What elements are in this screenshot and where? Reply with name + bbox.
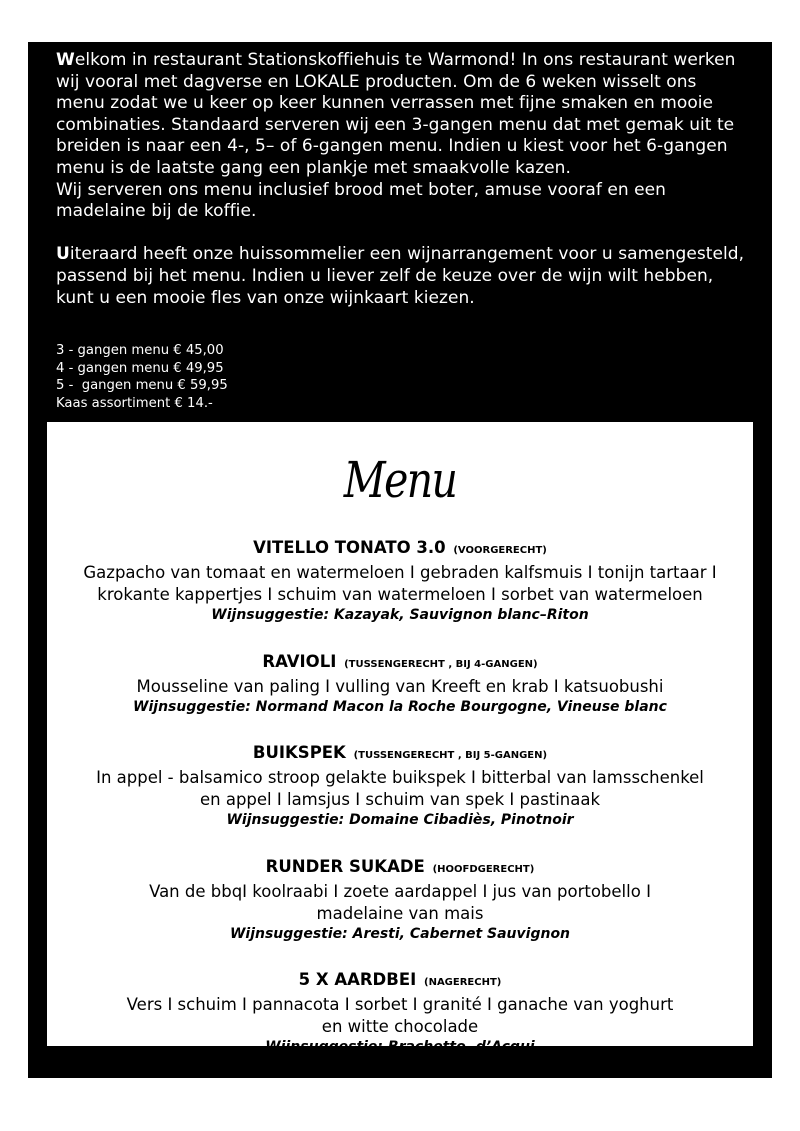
intro-line: Uiteraard heeft onze huissommelier een wijnarrangement voor u samengesteld, [56,244,745,265]
intro-line: combinaties. Standaard serveren wij een 3-gangen menu dat met gemak uit te [56,114,735,135]
intro-line: wij vooral met dagverse en LOKALE producten. Om de 6 weken wisselt ons [56,71,697,92]
course-list [47,537,753,1083]
intro-text [56,50,746,309]
course-title: RUNDER SUKADE [265,856,425,876]
intro-line: menu zodat we u keer op keer kunnen verrassen met fijne smaken en mooie [56,93,714,114]
course-description: en appel I lamsjus I schuim van spek I pastinaak [199,790,601,809]
course-description: Gazpacho van tomaat en watermeloen I gebraden kalfsmuis I tonijn tartaar I [83,563,717,582]
wine-suggestion: Wijnsuggestie: Brachetto, d’Acqui [265,1039,535,1055]
course-starter [47,537,753,625]
intro-line: kunt u een mooie fles van onze wijnkaart kiezen. [56,287,475,308]
course-description: Van de bbqI koolraabi I zoete aardappel I jus van portobello I [149,881,651,901]
course-intermediate-5 [47,742,753,830]
wine-suggestion: Wijnsuggestie: Kazayak, Sauvignon blanc–Riton [211,607,589,623]
course-description: krokante kappertjes I schuim van watermeloen I sorbet van watermeloen [97,585,703,604]
intro-para2 [56,244,746,309]
wine-suggestion: Wijnsuggestie: Aresti, Cabernet Sauvignon [229,925,571,942]
intro-line: Wij serveren ons menu inclusief brood met boter, amuse vooraf en een [56,179,667,200]
course-title: 5 X AARDBEI [298,970,417,989]
course-title: VITELLO TONATO 3.0 [253,538,446,557]
intro-para1 [56,50,746,223]
course-intermediate-4 [47,651,753,717]
course-note: (VOORGERECHT) [453,545,547,556]
price-list [56,342,456,412]
price-3-courses: 3 - gangen menu € 45,00 [56,343,224,358]
course-description: In appel - balsamico stroop gelakte buikspek I bitterbal van lamsschenkel [96,768,704,787]
intro-line: menu is de laatste gang een plankje met smaakvolle kazen. [56,157,571,178]
course-main [47,856,753,944]
menu-title: Menu [343,451,457,509]
course-description: madelaine van mais [316,903,484,923]
course-description: Vers I schuim I pannacota I sorbet I granité I ganache van yoghurt [126,995,674,1014]
course-description: en witte chocolade [321,1017,479,1036]
price-cheese: Kaas assortiment € 14.- [56,395,213,411]
intro-line: madelaine bij de koffie. [56,201,257,222]
course-title: RAVIOLI [262,651,337,671]
intro-line: breiden is naar een 4-, 5– of 6-gangen menu. Indien u kiest voor het 6-gangen [56,136,728,157]
course-dessert [47,969,753,1057]
course-note: (NAGERECHT) [424,977,502,988]
intro-line: Welkom in restaurant Stationskoffiehuis te Warmond! In ons restaurant werken [56,50,736,70]
wine-suggestion: Wijnsuggestie: Normand Macon la Roche Bourgogne, Vineuse blanc [133,698,667,715]
price-4-courses: 4 - gangen menu € 49,95 [56,360,224,376]
course-note: (TUSSENGERECHT , BIJ 4-GANGEN) [344,658,538,670]
price-5-courses: 5 - gangen menu € 59,95 [56,378,228,394]
wine-suggestion: Wijnsuggestie: Domaine Cibadiès, Pinotnoir [226,812,574,828]
intro-line: passend bij het menu. Indien u liever zelf de keuze over de wijn wilt hebben, [56,265,714,286]
course-note: (TUSSENGERECHT , BIJ 5-GANGEN) [353,750,548,761]
course-note: (HOOFDGERECHT) [432,863,535,875]
course-title: BUIKSPEK [252,743,346,762]
course-description: Mousseline van paling I vulling van Kreeft en krab I katsuobushi [136,676,664,696]
